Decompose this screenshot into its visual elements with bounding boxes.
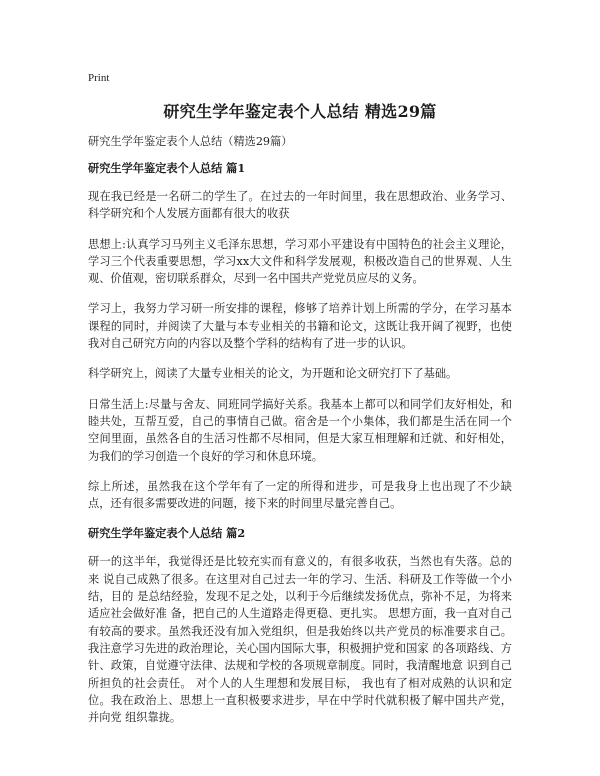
paragraph: 学习上，我努力学习研一所安排的课程，修够了培养计划上所需的学分，在学习基本课程的同时，并阅读了大量与本专业相关的书籍和论文，这既让我开阔了视野，也使我对自己研究方向的内容以及整个学科的结构有了进一步的认识。 [88, 302, 512, 351]
paragraph: 思想上:认真学习马列主义毛泽东思想，学习邓小平建设有中国特色的社会主义理论，学习三个代表重要思想，学习xx大文件和科学发展观，积极改造自己的世界观、人生观、价值观，密切联系群众，尽到一名中国共产党党员应尽的义务。 [88, 237, 512, 286]
paragraph: 研一的这半年，我觉得还是比较充实而有意义的，有很多收获，当然也有失落。总的来 说自己成熟了很多。在这里对自己过去一年的学习、生活、科研及工作等做一个小结，目的 是总结经验，发现不足之处，以利于今后继续发扬优点，弥补不足，为将来适应社会做好准 备，把自己的人生道路走得更稳、更扎实。 思想方面，我一直对自己有较高的要求。虽然我还没有加入党组织，但是我始终以共产党员的标准要求自己。我注意学习先进的政治理论，关心国内国际大事，积极拥护党和国家 的各项路线、方针、政策，自觉遵守法律、法规和学校的各项规章制度。同时，我清醒地意 识到自己所担负的社会责任。 对个人的人生理想和发展目标， 我也有了相对成熟的认识和定 位。我在政治上、思想上一直积极要求进步，早在中学时代就积极了解中国共产党，并向党 组织靠拢。 [88, 555, 512, 725]
paragraph: 科学研究上，阅读了大量专业相关的论文，为开题和论文研究打下了基础。 [88, 367, 458, 381]
paragraph: 日常生活上:尽量与舍友、同班同学搞好关系。我基本上都可以和同学们友好相处，和睦共处，互帮互爱，自己的事情自己做。宿舍是一个小集体，我们都是生活在同一个空间里面，虽然各自的生活习性都不尽相同，但是大家互相理解和迁就、和好相处，为我们的学习创造一个良好的学习和休息环境。 [88, 397, 512, 463]
document-title: 研究生学年鉴定表个人总结 精选29篇 [163, 102, 437, 121]
paragraph: 综上所述，虽然我在这个学年有了一定的所得和进步，可是我身上也出现了不少缺点，还有很多需要改进的问题，接下来的时间里尽量完善自己。 [88, 479, 512, 511]
print-label: Print [88, 72, 110, 84]
section-heading: 研究生学年鉴定表个人总结 篇2 [88, 526, 246, 541]
section-heading: 研究生学年鉴定表个人总结 篇1 [88, 161, 246, 175]
document-subtitle: 研究生学年鉴定表个人总结（精选29篇） [88, 135, 293, 148]
document-body [88, 160, 512, 739]
paragraph: 现在我已经是一名研二的学生了。在过去的一年时间里，我在思想政治、业务学习、科学研究和个人发展方面都有很大的收获 [88, 190, 512, 221]
